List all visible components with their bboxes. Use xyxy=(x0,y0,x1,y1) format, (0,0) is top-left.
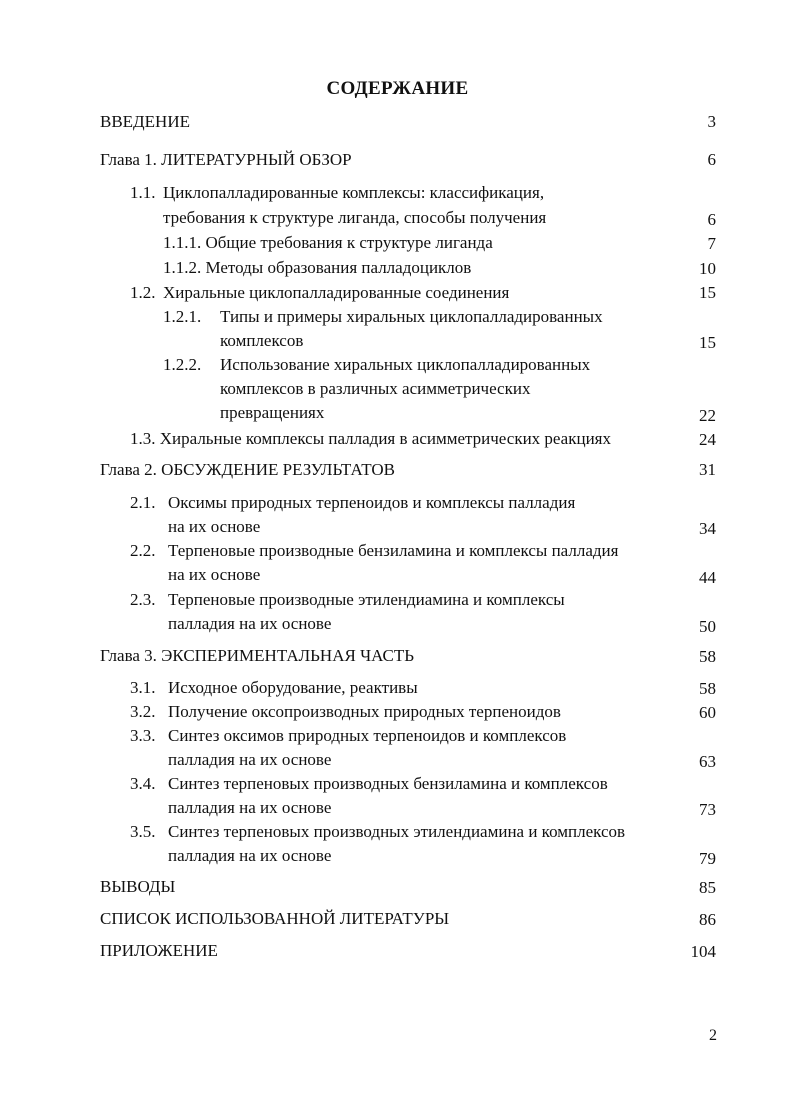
toc-entry-2-1-line1: Оксимы природных терпеноидов и комплексы палладия xyxy=(168,493,576,512)
toc-num-1-2-2: 1.2.2. xyxy=(163,355,202,374)
toc-num-2-2: 2.2. xyxy=(130,541,156,560)
toc-num-1-2-1: 1.2.1. xyxy=(163,307,202,326)
toc-page-chapter-2: 31 xyxy=(699,460,716,479)
toc-entry-2-2-line2: на их основе xyxy=(168,565,261,584)
toc-entry-3-4-line1: Синтез терпеновых производных бензиламина и комплексов xyxy=(168,774,608,793)
toc-page-2-3: 50 xyxy=(699,617,716,636)
toc-page-references: 86 xyxy=(699,910,716,929)
toc-page-3-5: 79 xyxy=(699,849,716,868)
toc-page-2-1: 34 xyxy=(699,519,716,538)
toc-entry-2-2-line1: Терпеновые производные бензиламина и комплексы палладия xyxy=(168,541,619,560)
toc-page-chapter-1: 6 xyxy=(707,150,716,169)
toc-page-1-3: 24 xyxy=(699,430,716,449)
toc-num-3-5: 3.5. xyxy=(130,822,156,841)
toc-page-1-2: 15 xyxy=(699,283,716,302)
toc-num-2-1: 2.1. xyxy=(130,493,156,512)
toc-entry-3-1: Исходное оборудование, реактивы xyxy=(168,678,418,697)
toc-num-3-3: 3.3. xyxy=(130,726,156,745)
toc-page-1-1: 6 xyxy=(707,210,716,229)
toc-entry-1-1-2: 1.1.2. Методы образования палладоциклов xyxy=(163,258,472,277)
toc-entry-3-2: Получение оксопроизводных природных терпеноидов xyxy=(168,702,561,721)
toc-entry-1-2-2-line2: комплексов в различных асимметрических xyxy=(220,379,531,398)
toc-entry-intro: ВВЕДЕНИЕ xyxy=(100,112,190,131)
toc-entry-3-5-line1: Синтез терпеновых производных этилендиамина и комплексов xyxy=(168,822,626,841)
toc-entry-appendix: ПРИЛОЖЕНИЕ xyxy=(100,941,218,960)
toc-entry-chapter-3: Глава 3. ЭКСПЕРИМЕНТАЛЬНАЯ ЧАСТЬ xyxy=(100,646,415,665)
toc-entry-conclusions: ВЫВОДЫ xyxy=(100,877,176,896)
toc-page-3-4: 73 xyxy=(699,800,716,819)
toc-page-conclusions: 85 xyxy=(699,878,716,897)
toc-entry-1-2-1-line2: комплексов xyxy=(220,331,304,350)
toc-num-3-2: 3.2. xyxy=(130,702,156,721)
toc-entry-2-3-line2: палладия на их основе xyxy=(168,614,332,633)
toc-num-3-4: 3.4. xyxy=(130,774,156,793)
toc-page-1-2-2: 22 xyxy=(699,406,716,425)
toc-entry-1-2-2-line3: превращениях xyxy=(220,403,325,422)
toc-page-3-1: 58 xyxy=(699,679,716,698)
toc-title: СОДЕРЖАНИЕ xyxy=(326,78,469,99)
toc-entry-3-5-line2: палладия на их основе xyxy=(168,846,332,865)
toc-page-1-1-2: 10 xyxy=(699,259,716,278)
toc-page-appendix: 104 xyxy=(690,942,716,961)
toc-entry-1-1-line1: Циклопалладированные комплексы: классификация, xyxy=(163,183,545,202)
toc-page-2-2: 44 xyxy=(699,568,716,587)
toc-page-3-3: 63 xyxy=(699,752,716,771)
toc-entry-2-3-line1: Терпеновые производные этилендиамина и комплексы xyxy=(168,590,565,609)
toc-entry-references: СПИСОК ИСПОЛЬЗОВАННОЙ ЛИТЕРАТУРЫ xyxy=(100,909,450,928)
toc-entry-chapter-2: Глава 2. ОБСУЖДЕНИЕ РЕЗУЛЬТАТОВ xyxy=(100,460,396,479)
toc-entry-1-2-2-line1: Использование хиральных циклопалладированных xyxy=(220,355,591,374)
page-number: 2 xyxy=(709,1027,717,1044)
toc-entry-chapter-1: Глава 1. ЛИТЕРАТУРНЫЙ ОБЗОР xyxy=(100,150,352,169)
toc-page-1-2-1: 15 xyxy=(699,333,716,352)
toc-entry-1-1-1: 1.1.1. Общие требования к структуре лиганда xyxy=(163,233,493,252)
toc-page-chapter-3: 58 xyxy=(699,647,716,666)
toc-num-2-3: 2.3. xyxy=(130,590,156,609)
toc-entry-2-1-line2: на их основе xyxy=(168,517,261,536)
toc-entry-1-1-line2: требования к структуре лиганда, способы получения xyxy=(163,208,547,227)
toc-entry-1-2: Хиральные циклопалладированные соединения xyxy=(163,283,510,302)
toc-entry-1-2-1-line1: Типы и примеры хиральных циклопалладированных xyxy=(220,307,603,326)
toc-num-3-1: 3.1. xyxy=(130,678,156,697)
toc-entry-3-3-line1: Синтез оксимов природных терпеноидов и комплексов xyxy=(168,726,567,745)
toc-entry-1-3: 1.3. Хиральные комплексы палладия в асимметрических реакциях xyxy=(130,429,612,448)
toc-page-1-1-1: 7 xyxy=(707,234,716,253)
toc-page-3-2: 60 xyxy=(699,703,716,722)
toc-entry-3-4-line2: палладия на их основе xyxy=(168,798,332,817)
toc-num-1-1: 1.1. xyxy=(130,183,156,202)
toc-page-intro: 3 xyxy=(707,112,716,131)
toc-entry-3-3-line2: палладия на их основе xyxy=(168,750,332,769)
toc-num-1-2: 1.2. xyxy=(130,283,156,302)
